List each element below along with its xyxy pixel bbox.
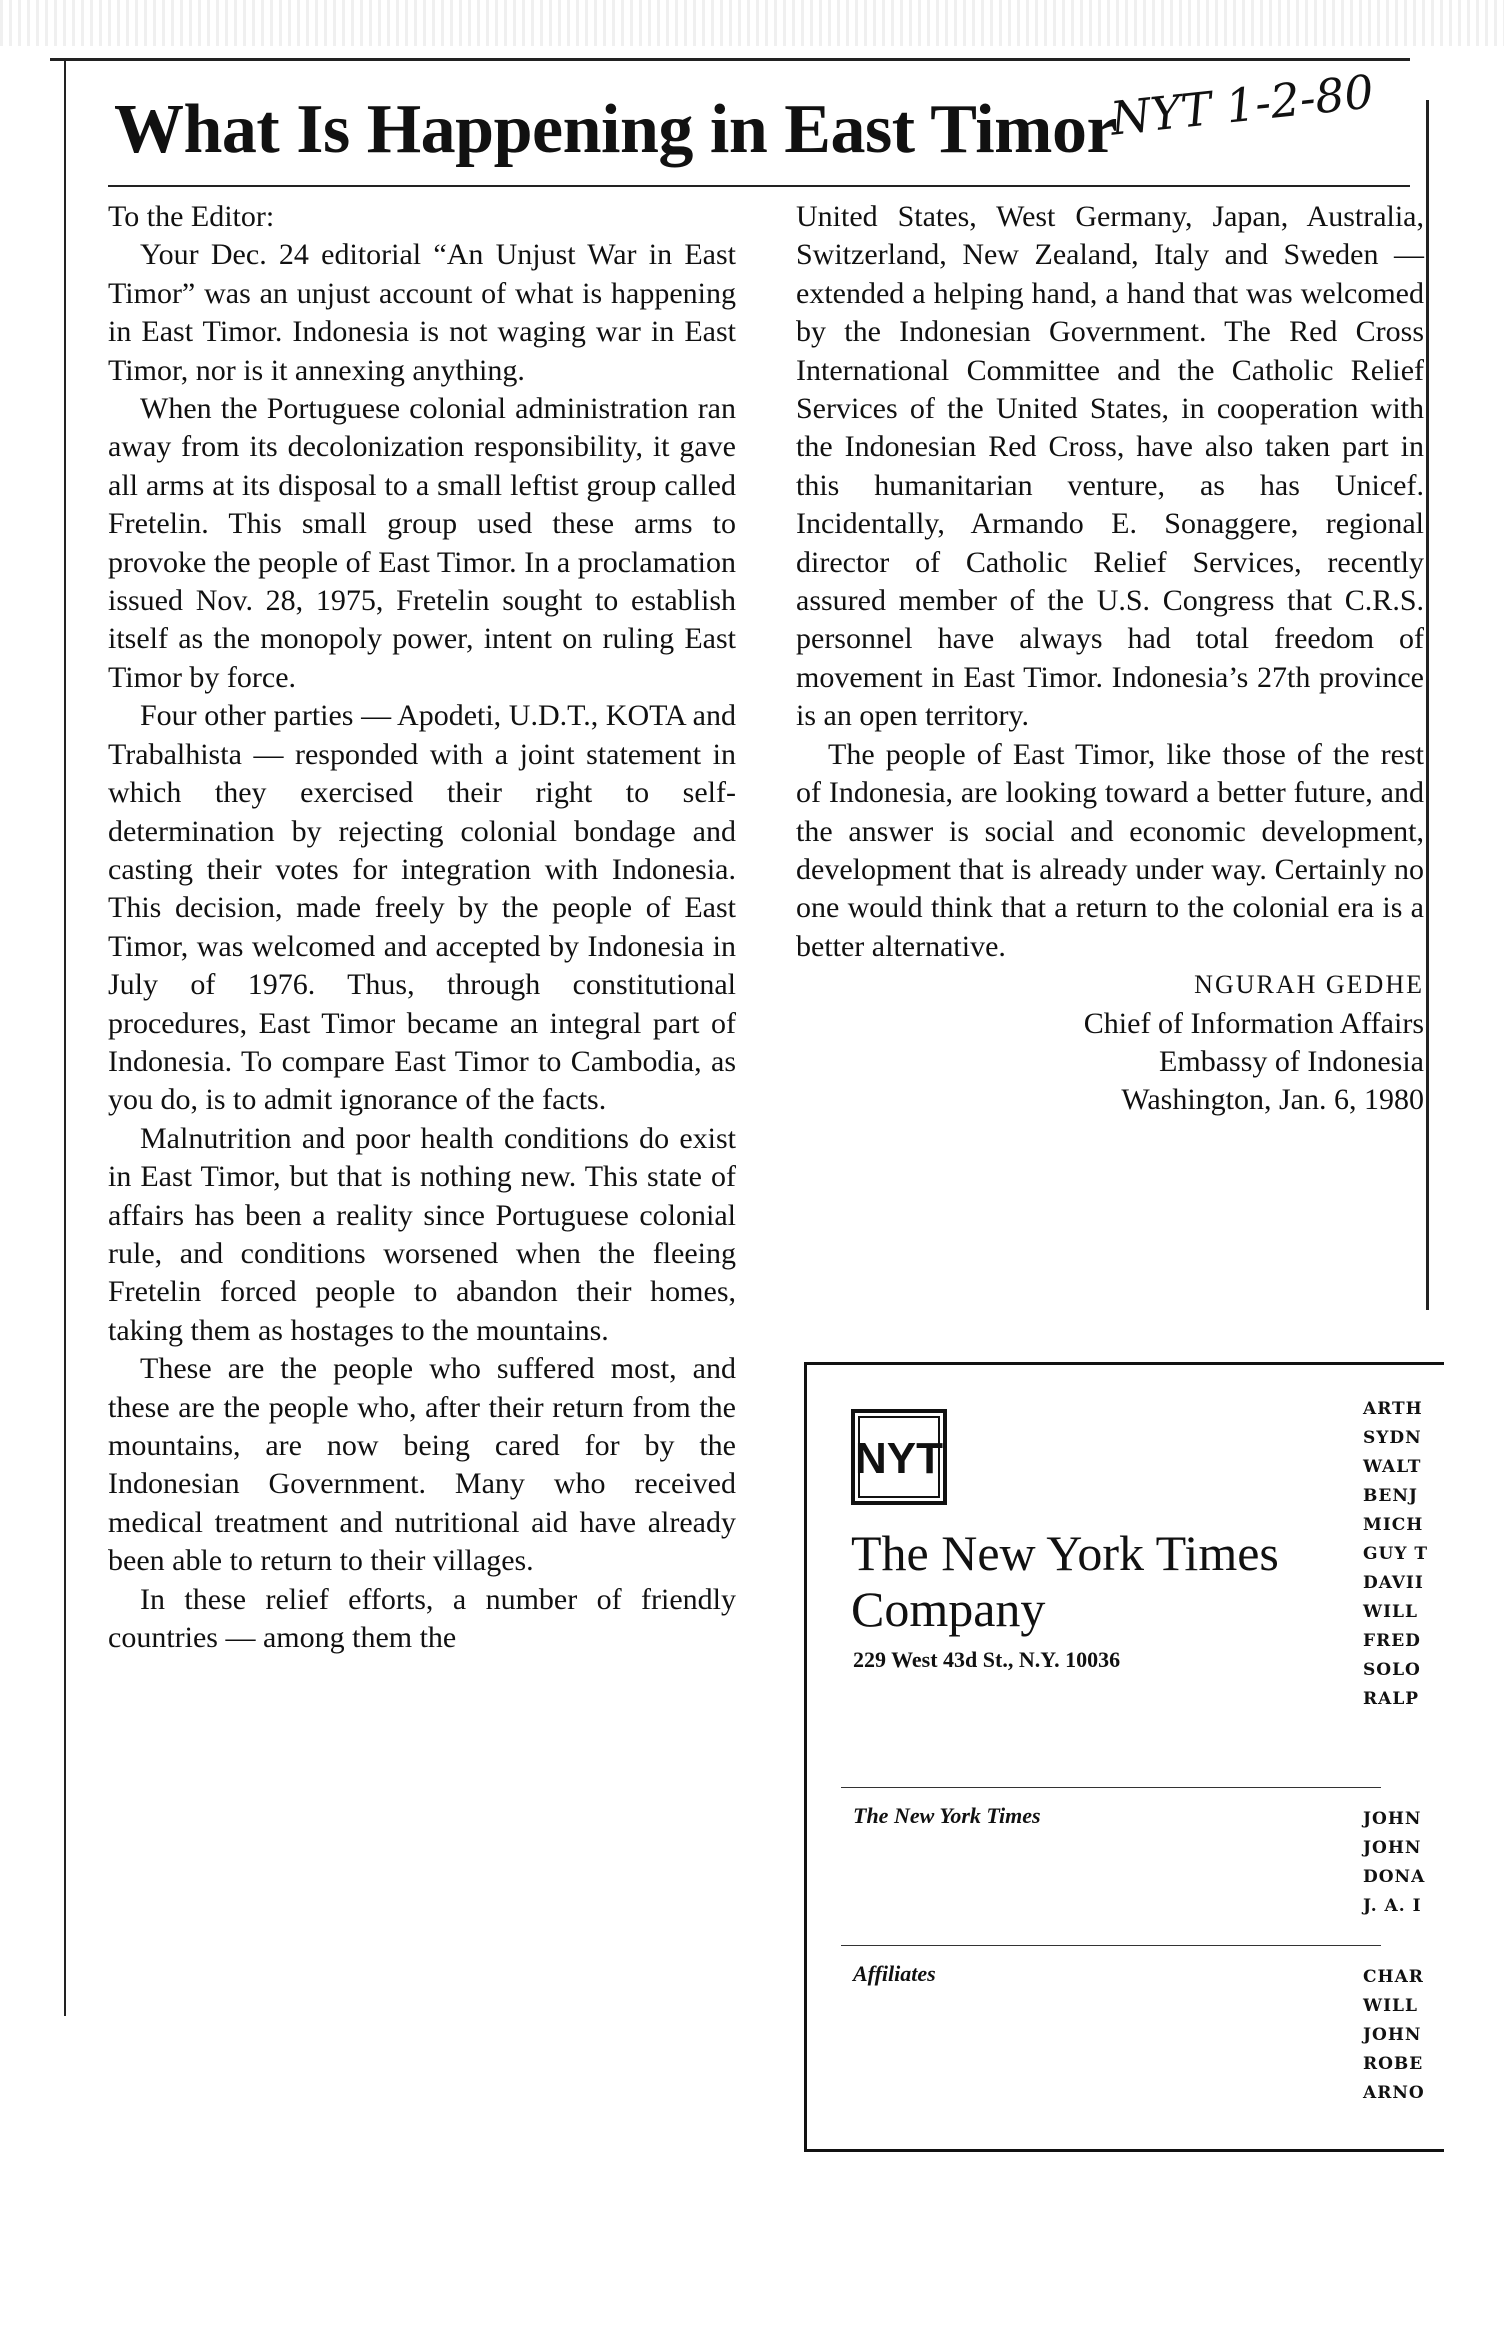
director-name: J. A. I (1363, 1896, 1422, 1916)
nyt-company-box (804, 1362, 1444, 2152)
right-edge-rule (1426, 100, 1429, 1310)
salutation: To the Editor: (108, 200, 275, 233)
director-name: WALT (1363, 1457, 1422, 1477)
director-name: MICH (1363, 1515, 1424, 1535)
signature-place-date: Washington, Jan. 6, 1980 (1121, 1083, 1424, 1117)
company-name (851, 1525, 1279, 1637)
signature-block (796, 966, 1424, 1120)
paragraph: Four other parties — Apodeti, U.D.T., KOTA and Trabalhista — responded with a joint statement in which they exercised their right to self-determination by rejecting colonial bondage and casting their votes for integration with Indonesia. This decision, made freely by the people of East Timor, was welcomed and accepted by Indonesia in July of 1976. Thus, through constitutional procedures, East Timor became an integral part of Indonesia. To compare East Timor to Cambodia, as you do, is to admit ignorance of the facts. (108, 699, 736, 1117)
director-name: RALP (1363, 1689, 1420, 1709)
company-name-line1: The New York Times (851, 1525, 1279, 1581)
director-name: SYDN (1363, 1428, 1422, 1448)
director-name: GUY T (1363, 1544, 1429, 1564)
section-label-nyt: The New York Times (853, 1803, 1041, 1828)
director-name: JOHN (1363, 1838, 1422, 1858)
director-name: SOLO (1363, 1660, 1421, 1680)
director-name: WILL (1363, 1996, 1418, 2016)
director-name: WILL (1363, 1602, 1418, 1622)
paragraph: These are the people who suffered most, and these are the people who, after their return from the mountains, are now being cared for by the Indonesian Government. Many who received medical treatment and nutritional aid have already been able to return to their villages. (108, 1352, 736, 1578)
directors-list-2 (1363, 1805, 1425, 1921)
paragraph: In these relief efforts, a number of friendly countries — among them the (108, 1582, 736, 1655)
director-name: DONA (1363, 1867, 1426, 1887)
paragraph: Your Dec. 24 editorial “An Unjust War in East Timor” was an unjust account of what is happening in East Timor. Indonesia is not waging war in East Timor, nor is it annexing anything. (108, 238, 736, 387)
handwritten-note: NYT 1-2-80 (1107, 64, 1377, 146)
signature-org: Embassy of Indonesia (1159, 1044, 1424, 1078)
company-name-line2: Company (851, 1581, 1046, 1637)
directors-list-1 (1363, 1395, 1428, 1714)
title-rule (108, 185, 1410, 187)
scan-noise-band (0, 0, 1504, 46)
director-name: JOHN (1363, 1809, 1422, 1829)
left-column (108, 198, 736, 1657)
director-name: ARTH (1363, 1399, 1423, 1419)
right-column (796, 198, 1424, 1120)
directors-list-3 (1363, 1963, 1425, 2108)
signature-title: Chief of Information Affairs (1083, 1006, 1424, 1040)
company-address: 229 West 43d St., N.Y. 10036 (853, 1647, 1121, 1672)
paragraph-continued: United States, West Germany, Japan, Australia, Switzerland, New Zealand, Italy and Sweden — extended a helping hand, a hand that was welcomed by the Indonesian Government. The Red Cross International Committee and the Catholic Relief Services of the United States, in cooperation with the Indonesian Red Cross, have also taken part in this humanitarian venture, as has Unicef. Incidentally, Armando E. Sonaggere, regional director of Catholic Relief Services, recently assured member of the U.S. Congress that C.R.S. personnel have always had total freedom of movement in East Timor. Indonesia’s 27th province is an open territory. (796, 200, 1424, 733)
paragraph: The people of East Timor, like those of the rest of Indonesia, are looking toward a better future, and the answer is social and economic development, development that is already under way. Certainly no one would think that a return to the colonial era is a better alternative. (796, 737, 1424, 963)
headline: What Is Happening in East Timor (114, 91, 1118, 168)
nyt-logo-icon (851, 1409, 947, 1505)
director-name: DAVII (1363, 1573, 1424, 1593)
director-name: JOHN (1363, 2025, 1422, 2045)
section-label-affiliates: Affiliates (853, 1961, 936, 1986)
box-divider (841, 1787, 1381, 1788)
director-name: BENJ (1363, 1486, 1418, 1506)
top-rule (50, 58, 1410, 61)
director-name: FRED (1363, 1631, 1421, 1651)
nyt-logo-text: NYT (855, 1434, 943, 1483)
director-name: CHAR (1363, 1967, 1424, 1987)
director-name: ROBE (1363, 2054, 1424, 2074)
left-rule (64, 58, 66, 2016)
paragraph: When the Portuguese colonial administration ran away from its decolonization responsibility, it gave all arms at its disposal to a small leftist group called Fretelin. This small group used these arms to provoke the people of East Timor. In a proclamation issued Nov. 28, 1975, Fretelin sought to establish itself as the monopoly power, intent on ruling East Timor by force. (108, 392, 736, 694)
paragraph: Malnutrition and poor health conditions do exist in East Timor, but that is nothing new. This state of affairs has been a reality since Portuguese colonial rule, and conditions worsened when the fleeing Fretelin forced people to abandon their homes, taking them as hostages to the mountains. (108, 1121, 736, 1347)
box-divider (841, 1945, 1381, 1946)
director-name: ARNO (1363, 2083, 1425, 2103)
signature-name: NGURAH GEDHE (1194, 970, 1424, 1000)
